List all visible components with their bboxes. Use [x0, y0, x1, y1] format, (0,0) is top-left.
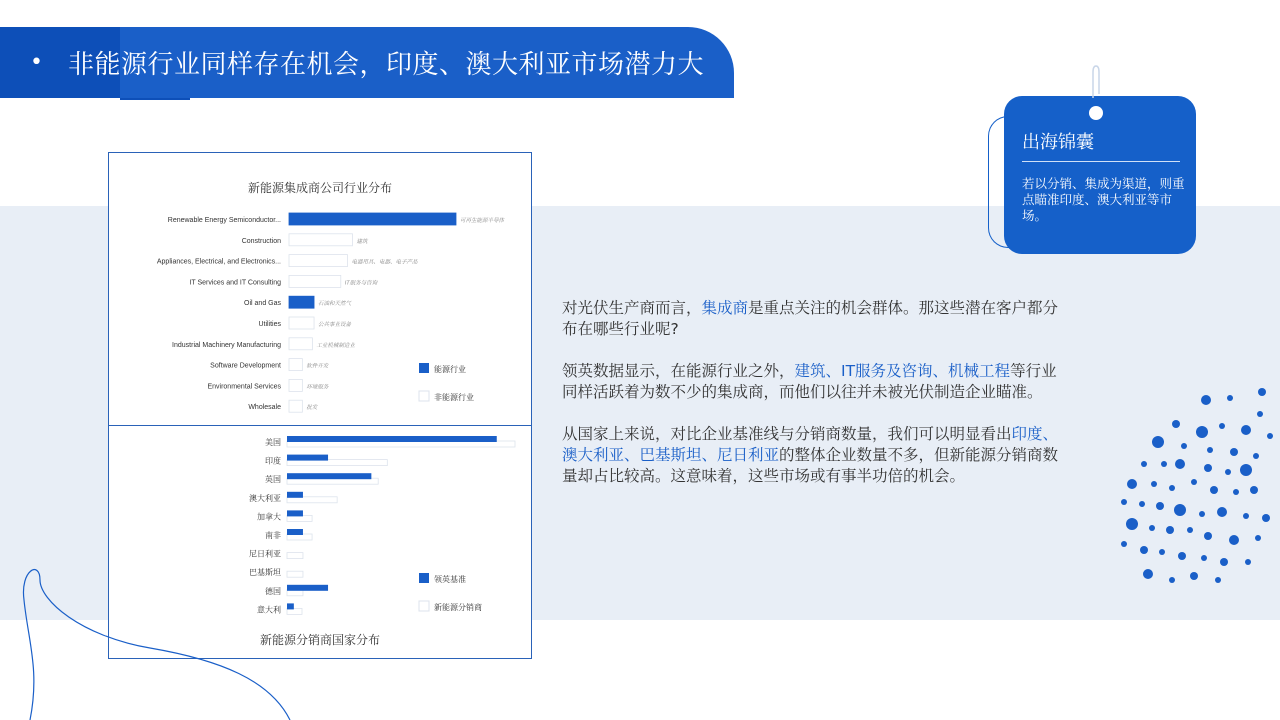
legend-label-distributor: 新能源分销商: [434, 603, 482, 612]
baseline-bar: [287, 510, 303, 516]
category-cn-label: 可再生能源半导体: [460, 218, 505, 224]
category-cn-label: 环境服务: [306, 384, 329, 391]
paragraph-3: 从国家上来说，对比企业基准线与分销商数量，我们可以明显看出印度、澳大利亚、巴基斯坦、尼日利亚的整体企业数量不多，但新能源分销商数量却占比较高。这意味着，这些市场或有事半功倍的机会。: [562, 425, 1059, 485]
category-label: Appliances, Electrical, and Electronics...: [156, 258, 281, 266]
paperclip-icon: [1090, 64, 1102, 100]
category-cn-label: 软件开发: [306, 363, 329, 370]
category-label: IT Services and IT Consulting: [189, 279, 281, 287]
category-label: Environmental Services: [207, 383, 281, 391]
category-label: Wholesale: [248, 404, 281, 412]
country-label: 印度: [265, 456, 281, 466]
non-energy-bar: [289, 359, 302, 371]
energy-bar: [289, 296, 314, 308]
country-label: 英国: [265, 475, 281, 485]
category-label: Renewable Energy Semiconductor...: [167, 217, 281, 224]
country-label: 澳大利亚: [249, 493, 281, 503]
industry-chart: [109, 153, 531, 425]
title-bar: [0, 27, 734, 98]
distributor-bar: [287, 553, 303, 559]
non-energy-bar: [289, 234, 352, 246]
country-label: 巴基斯坦: [249, 568, 281, 578]
category-label: Software Development: [210, 362, 281, 370]
note-card: [1004, 96, 1196, 254]
category-cn-label: 批发: [306, 405, 318, 412]
category-cn-label: 电器用具、电器、电子产品: [351, 259, 418, 266]
non-energy-bar: [289, 379, 302, 391]
legend-swatch-baseline: [419, 573, 429, 583]
bullet: •: [30, 50, 43, 75]
category-cn-label: 建筑: [356, 238, 368, 245]
decorative-curve: [0, 560, 300, 720]
category-label: Utilities: [258, 321, 281, 328]
non-energy-bar: [289, 275, 341, 287]
country-label: 意大利: [257, 605, 281, 615]
paragraph-2: 领英数据显示，在能源行业之外，建筑、IT服务及咨询、机械工程等行业同样活跃着为数不少的集成商，而他们以往并未被光伏制造企业瞄准。: [562, 362, 1057, 401]
baseline-bar: [287, 492, 303, 498]
paragraph-1: 对光伏生产商而言，集成商是重点关注的机会群体。那这些潜在客户都分布在哪些行业呢?: [562, 299, 1059, 338]
category-cn-label: 公共事业设备: [318, 322, 352, 328]
country-label: 南非: [265, 531, 281, 540]
non-energy-bar: [289, 400, 302, 412]
category-cn-label: 工业机械制造业: [316, 342, 355, 349]
page-title: 非能源行业同样存在机会，印度、澳大利亚市场潜力大: [68, 50, 705, 80]
note-divider: [1022, 161, 1180, 162]
country-label: 加拿大: [257, 512, 281, 522]
energy-bar: [289, 213, 456, 225]
legend-label-non-energy: 非能源行业: [434, 393, 474, 402]
non-energy-bar: [289, 338, 312, 350]
legend-swatch-non-energy: [419, 391, 429, 401]
baseline-bar: [287, 529, 303, 535]
country-label: 尼日利亚: [249, 549, 281, 559]
country-label: 德国: [265, 586, 281, 596]
category-label: Industrial Machinery Manufacturing: [172, 341, 281, 349]
baseline-bar: [287, 436, 497, 442]
category-cn-label: IT服务与咨询: [344, 280, 378, 287]
legend-swatch-distributor: [419, 601, 429, 611]
title-underline: [120, 98, 190, 100]
category-cn-label: 石油和天然气: [318, 301, 352, 308]
legend-label-baseline: 领英基准: [434, 575, 466, 584]
country-label: 美国: [265, 438, 281, 447]
baseline-bar: [287, 455, 328, 461]
category-label: Construction: [241, 237, 281, 245]
legend-swatch-energy: [419, 363, 429, 373]
note-title: 出海锦囊: [1022, 132, 1094, 153]
pin-icon: [1089, 106, 1103, 120]
note-body: 若以分销、集成为渠道，则重点瞄准印度、澳大利亚等市场。: [1022, 176, 1185, 223]
legend-label-energy: 能源行业: [434, 365, 466, 374]
industry-chart-title: 新能源集成商公司行业分布: [247, 181, 392, 195]
non-energy-bar: [289, 255, 347, 267]
non-energy-bar: [289, 317, 314, 329]
decorative-dots: [1110, 380, 1280, 600]
baseline-bar: [287, 473, 371, 479]
body-text: [562, 298, 1072, 508]
category-label: Oil and Gas: [244, 300, 281, 308]
country-chart-title: 新能源分销商国家分布: [259, 633, 380, 647]
